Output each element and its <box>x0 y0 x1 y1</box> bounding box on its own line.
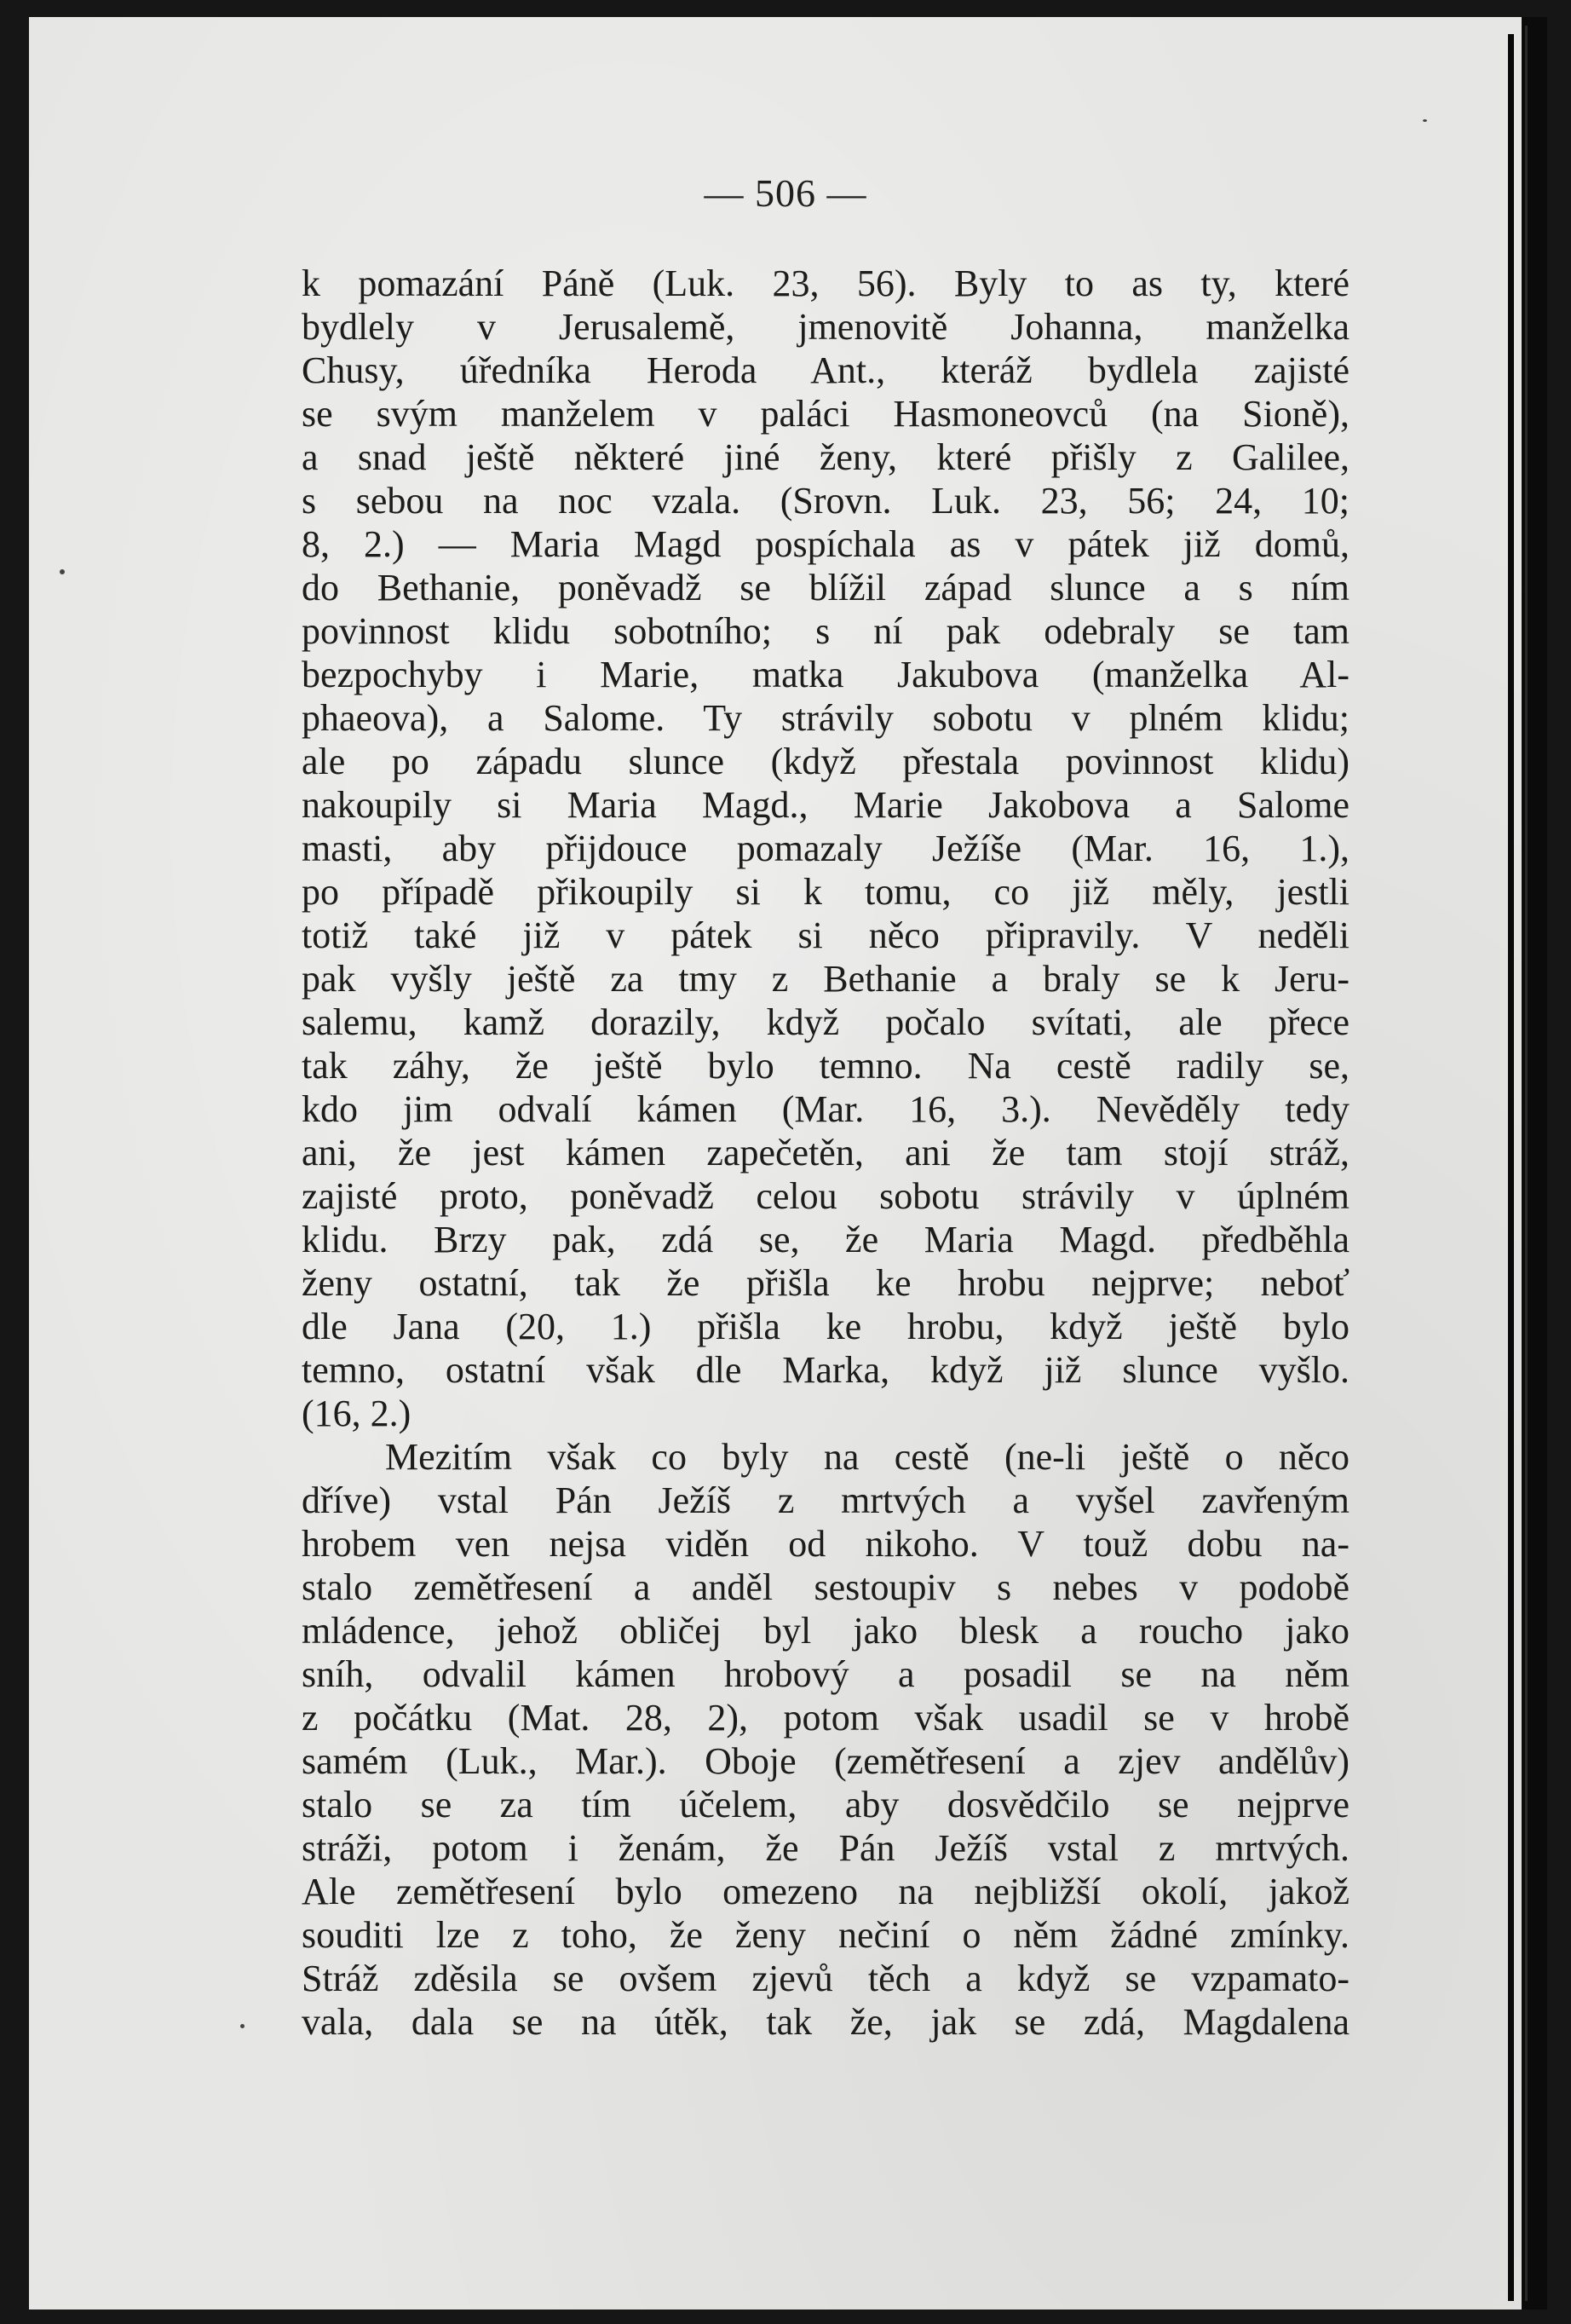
text-line: sníh, odvalil kámen hrobový a posadil se na něm <box>302 1653 1349 1695</box>
text-line: z počátku (Mat. 28, 2), potom však usadil se v hrobě <box>302 1697 1349 1739</box>
text-line: salemu, kamž dorazily, když počalo svítati, ale přece <box>302 1001 1349 1043</box>
scan-speck <box>1423 119 1427 122</box>
body-text <box>302 262 1349 2044</box>
text-line: phaeova), a Salome. Ty strávily sobotu v plném klidu; <box>302 697 1349 739</box>
text-line: dle Jana (20, 1.) přišla ke hrobu, když ještě bylo <box>302 1306 1349 1347</box>
text-line: stalo se za tím účelem, aby dosvědčilo se nejprve <box>302 1784 1349 1825</box>
text-line: klidu. Brzy pak, zdá se, že Maria Magd. předběhla <box>302 1219 1349 1260</box>
text-line: tak záhy, že ještě bylo temno. Na cestě radily se, <box>302 1045 1349 1087</box>
text-line: ženy ostatní, tak že přišla ke hrobu nejprve; neboť <box>302 1262 1349 1304</box>
text-line: zajisté proto, poněvadž celou sobotu strávily v úplném <box>302 1175 1349 1217</box>
text-line: pak vyšly ještě za tmy z Bethanie a braly se k Jeru- <box>302 958 1349 1000</box>
text-line: nakoupily si Maria Magd., Marie Jakobova a Salome <box>302 784 1349 826</box>
text-line: k pomazání Páně (Luk. 23, 56). Byly to as ty, které <box>302 262 1349 304</box>
text-line: kdo jim odvalí kámen (Mar. 16, 3.). Nevěděly tedy <box>302 1088 1349 1130</box>
page-number: — 506 — <box>704 171 867 215</box>
text-line: (16, 2.) <box>302 1393 411 1434</box>
text-line: samém (Luk., Mar.). Oboje (zemětřesení a zjev andělův) <box>302 1740 1349 1782</box>
text-line: stalo zemětřesení a anděl sestoupiv s nebes v podobě <box>302 1566 1349 1608</box>
text-line: po případě přikoupily si k tomu, co již měly, jestli <box>302 871 1349 913</box>
text-line: Ale zemětřesení bylo omezeno na nejbližší okolí, jakož <box>302 1871 1349 1912</box>
text-line: ani, že jest kámen zapečetěn, ani že tam stojí stráž, <box>302 1132 1349 1174</box>
paragraph-start-line: Mezitím však co byly na cestě (ne-li ještě o něco <box>385 1436 1349 1478</box>
text-line: mládence, jehož obličej byl jako blesk a roucho jako <box>302 1610 1349 1652</box>
text-line: do Bethanie, poněvadž se blížil západ slunce a s ním <box>302 567 1349 608</box>
text-line: a snad ještě některé jiné ženy, které přišly z Galilee, <box>302 436 1349 478</box>
text-line: stráži, potom i ženám, že Pán Ježíš vstal z mrtvých. <box>302 1827 1349 1869</box>
text-line: vala, dala se na útěk, tak že, jak se zdá, Magdalena <box>302 2001 1349 2043</box>
page-edge-line <box>1508 34 1514 2301</box>
text-line: dříve) vstal Pán Ježíš z mrtvých a vyšel zavřeným <box>302 1479 1349 1521</box>
text-line: bezpochyby i Marie, matka Jakubova (manželka Al- <box>302 654 1349 695</box>
text-line: 8, 2.) — Maria Magd pospíchala as v pátek již domů, <box>302 523 1349 565</box>
text-line: povinnost klidu sobotního; s ní pak odebraly se tam <box>302 610 1349 652</box>
text-line: ale po západu slunce (když přestala povinnost klidu) <box>302 741 1349 782</box>
text-line: temno, ostatní však dle Marka, když již slunce vyšlo. <box>302 1349 1349 1391</box>
text-line: totiž také již v pátek si něco připravily. V neděli <box>302 914 1349 956</box>
page-edge-line-outer <box>1525 26 1528 2301</box>
text-line: bydlely v Jerusalemě, jmenovitě Johanna, manželka <box>302 306 1349 348</box>
scan-speck <box>240 2024 245 2028</box>
text-line: souditi lze z toho, že ženy nečiní o něm žádné zmínky. <box>302 1914 1349 1956</box>
text-line: hrobem ven nejsa viděn od nikoho. V touž dobu na- <box>302 1523 1349 1565</box>
text-line: masti, aby přijdouce pomazaly Ježíše (Mar. 16, 1.), <box>302 828 1349 869</box>
text-line: Chusy, úředníka Heroda Ant., kteráž bydlela zajisté <box>302 349 1349 391</box>
text-line: Stráž zděsila se ovšem zjevů těch a když se vzpamato- <box>302 1958 1349 1999</box>
scan-speck <box>60 569 65 574</box>
text-line: s sebou na noc vzala. (Srovn. Luk. 23, 56; 24, 10; <box>302 480 1349 522</box>
text-line: se svým manželem v paláci Hasmoneovců (na Sioně), <box>302 393 1349 435</box>
